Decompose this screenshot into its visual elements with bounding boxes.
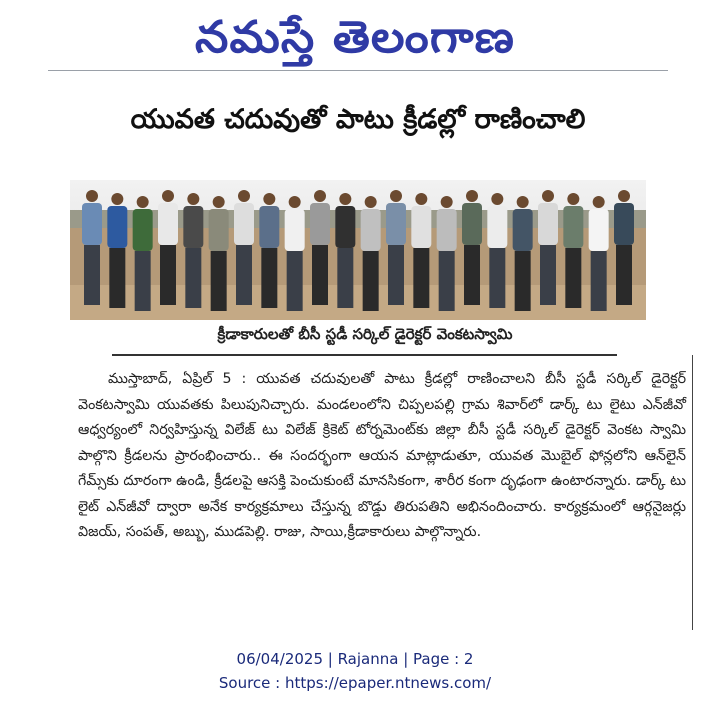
person-silhouette bbox=[310, 190, 330, 305]
person-silhouette bbox=[589, 196, 609, 311]
masthead-divider bbox=[48, 70, 668, 71]
person-silhouette bbox=[209, 196, 229, 311]
person-silhouette bbox=[386, 190, 406, 305]
article-body bbox=[78, 367, 686, 546]
footer-source: Source : https://epaper.ntnews.com/ bbox=[218, 674, 492, 692]
person-silhouette bbox=[158, 190, 178, 305]
person-silhouette bbox=[183, 193, 203, 308]
article-photo bbox=[70, 180, 646, 320]
person-silhouette bbox=[513, 196, 533, 311]
person-silhouette bbox=[259, 193, 279, 308]
person-silhouette bbox=[234, 190, 254, 305]
person-silhouette bbox=[487, 193, 507, 308]
person-silhouette bbox=[361, 196, 381, 311]
person-silhouette bbox=[538, 190, 558, 305]
person-silhouette bbox=[411, 193, 431, 308]
person-silhouette bbox=[107, 193, 127, 308]
person-silhouette bbox=[462, 190, 482, 305]
photo-caption: క్రీడాకారులతో బీసీ స్టడీ సర్కిల్ డైరెక్టర్ వెంకటస్వామి bbox=[217, 325, 513, 343]
person-silhouette bbox=[82, 190, 102, 305]
article-paragraph: ముస్తాబాద్, ఏప్రిల్ 5 : యువత చదువులతో పాటు క్రీడల్లో రాణించాలని బీసీ స్టడీ సర్కిల్ డైరెక్టర్ వెంకటస్వామి యువతకు పిలుపునిచ్చారు. మండలంలోని చిప్పలపల్లి గ్రామ శివార్‌లో డార్క్ టు లైటు ఎన్‌జీవో ఆధ్వర్యంలో నిర్వహిస్తున్న విలేజ్ టు విలేజ్ క్రికెట్ టోర్నమెంట్‌కు జిల్లా బీసీ స్టడీ సర్కిల్ డైరెక్టర్ వెంకట స్వామి పాల్గొని క్రీడలను ప్రారంభించారు.. ఈ సందర్భంగా ఆయన మాట్లాడుతూ, యువత మొబైల్ ఫోన్లలోని ఆన్‌లైన్ గేమ్స్‌కు దూరంగా ఉండి, క్రీడలపై ఆసక్తి పెంచుకుంటే మానసికంగా, శారీర కంగా దృఢంగా ఉంటారన్నారు. డార్క్ టు లైట్ ఎన్‌జీవో ద్వారా అనేక కార్యక్రమాలు చేస్తున్న బొడ్డు తిరుపతిని అభినందించారు. కార్యక్రమంలో ఆర్గనైజర్లు విజయ్, సంపత్, అబ్బు, ముడపెల్లి. రాజు, సాయి,క్రీడాకారులు పాల్గొన్నారు. bbox=[78, 371, 686, 540]
person-silhouette bbox=[614, 190, 634, 305]
person-silhouette bbox=[437, 196, 457, 311]
person-silhouette bbox=[335, 193, 355, 308]
footer-date-edition: 06/04/2025 | Rajanna | Page : 2 bbox=[236, 650, 474, 668]
masthead-title: నమస్తే తెలంగాణ bbox=[195, 12, 515, 63]
person-silhouette bbox=[285, 196, 305, 311]
person-silhouette bbox=[563, 193, 583, 308]
article-headline: యువత చదువుతో పాటు క్రీడల్లో రాణించాలి bbox=[130, 104, 586, 135]
column-divider bbox=[692, 355, 693, 630]
caption-divider bbox=[112, 354, 617, 356]
person-silhouette bbox=[133, 196, 153, 311]
